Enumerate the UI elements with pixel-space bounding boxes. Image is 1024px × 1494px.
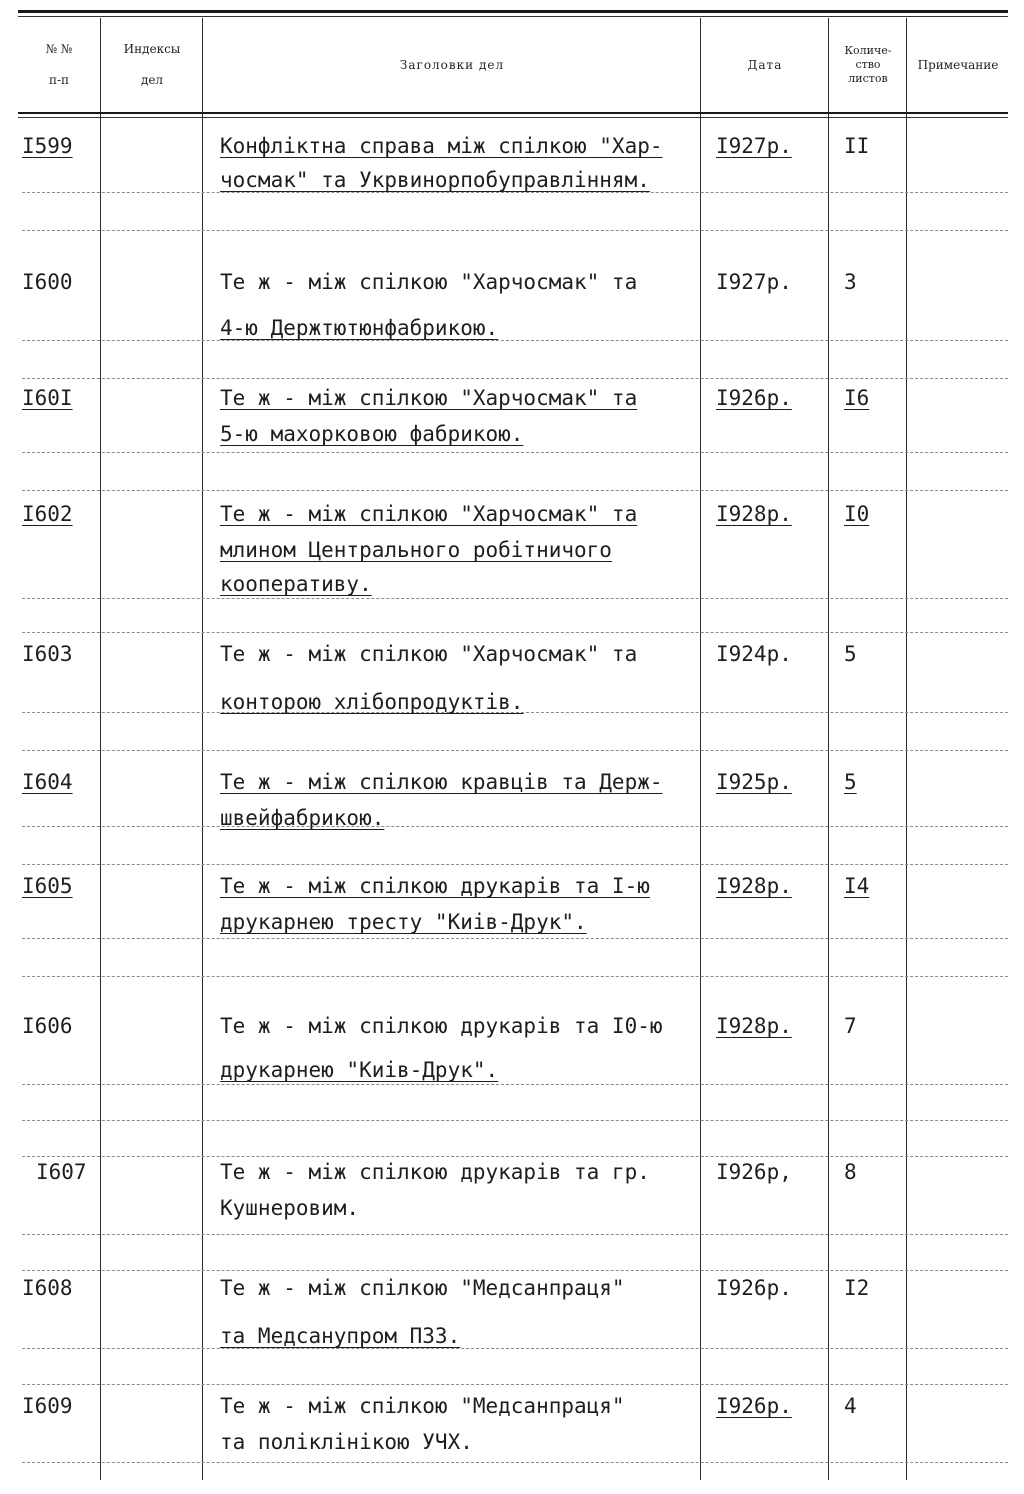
header-rule (18, 112, 1008, 114)
sheet-count: 5 (844, 642, 857, 666)
top-rule-thin (18, 16, 1008, 17)
header-num-label: № № (45, 42, 73, 56)
case-date: I928р. (716, 502, 792, 526)
row-guide (22, 1120, 1008, 1121)
header-count-line1: Количе- (844, 44, 892, 57)
row-guide (22, 632, 1008, 633)
header-notes (908, 18, 1008, 112)
case-date: I925р. (716, 770, 792, 794)
case-number: I602 (22, 502, 73, 526)
case-title-line1: Те ж - мiж спiлкою "Медсанпраця" (220, 1394, 625, 1418)
case-number: I606 (22, 1014, 73, 1038)
case-title-line1: Те ж - мiж спiлкою друкарiв та I-ю (220, 874, 650, 898)
row-guide (22, 750, 1008, 751)
case-date: I927р. (716, 270, 792, 294)
case-number: I603 (22, 642, 73, 666)
row-guide (22, 976, 1008, 977)
header-num-sub: п-п (48, 73, 70, 87)
header-num (18, 18, 100, 112)
column-rule-title (700, 18, 701, 1480)
case-number: I604 (22, 770, 73, 794)
row-guide (22, 1462, 1008, 1463)
case-title-line1: Конфлiктна справа мiж спiлкою "Хар- (220, 134, 663, 158)
row-guide (22, 1234, 1008, 1235)
sheet-count: I4 (844, 874, 870, 898)
sheet-count: 8 (844, 1160, 857, 1184)
case-title-line2: Кушнеровим. (220, 1196, 360, 1220)
row-guide (22, 230, 1008, 231)
case-title-line1: Те ж - мiж спiлкою друкарiв та гр. (220, 1160, 650, 1184)
top-rule (18, 10, 1008, 13)
case-title-line1: Те ж - мiж спiлкою "Харчосмак" та (220, 502, 638, 526)
header-index (102, 18, 202, 112)
header-titles (204, 18, 700, 112)
case-number: I608 (22, 1276, 73, 1300)
header-index-label: Индексы (123, 42, 181, 56)
case-title-line2: та Медсанупром ПЗЗ. (220, 1324, 461, 1348)
row-guide (22, 378, 1008, 379)
sheet-count: I2 (844, 1276, 870, 1300)
sheet-count: I6 (844, 386, 870, 410)
header-count-line2: ство (855, 58, 881, 71)
case-title-line1: Те ж - мiж спiлкою друкарiв та I0-ю (220, 1014, 663, 1038)
header-notes-label: Примечание (917, 57, 999, 72)
row-guide (22, 864, 1008, 865)
case-date: I928р. (716, 874, 792, 898)
case-date: I926р, (716, 1160, 792, 1184)
sheet-count: 4 (844, 1394, 857, 1418)
case-number: I609 (22, 1394, 73, 1418)
case-title-line1: Те ж - мiж спiлкою "Харчосмак" та (220, 386, 638, 410)
case-number: I599 (22, 134, 73, 158)
sheet-count: 7 (844, 1014, 857, 1038)
case-title-line1: Те ж - мiж спiлкою "Харчосмак" та (220, 642, 638, 666)
header-date (702, 18, 828, 112)
case-date: I926р. (716, 1394, 792, 1418)
case-title-line2: 5-ю махорковою фабрикою. (220, 422, 524, 446)
row-guide (22, 452, 1008, 453)
case-title-line2: та полiклiнiкою УЧХ. (220, 1430, 473, 1454)
case-number: I60I (22, 386, 73, 410)
case-date: I924р. (716, 642, 792, 666)
case-title-line1: Те ж - мiж спiлкою кравцiв та Держ- (220, 770, 663, 794)
column-rule-count (906, 18, 907, 1480)
header-index-sub: дел (140, 73, 164, 87)
case-title-line3: кооперативу. (220, 572, 372, 596)
header-date-label: Дата (747, 57, 783, 72)
case-date: I926р. (716, 1276, 792, 1300)
row-guide (22, 1384, 1008, 1385)
case-title-line1: Те ж - мiж спiлкою "Медсанпраця" (220, 1276, 625, 1300)
sheet-count: 3 (844, 270, 857, 294)
case-number: I600 (22, 270, 73, 294)
header-count-line3: листов (848, 72, 888, 85)
case-date: I926р. (716, 386, 792, 410)
case-title-line2: конторою хлiбопродуктiв. (220, 690, 524, 714)
sheet-count: I0 (844, 502, 870, 526)
column-rule-num (100, 18, 101, 1480)
case-title-line2: швейфабрикою. (220, 806, 385, 830)
case-title-line1: Те ж - мiж спiлкою "Харчосмак" та (220, 270, 638, 294)
header-count (830, 18, 906, 112)
column-rule-date (828, 18, 829, 1480)
case-title-line2: чосмак" та Укрвинорпобуправлiнням. (220, 168, 650, 192)
sheet-count: II (844, 134, 870, 158)
sheet-count: 5 (844, 770, 857, 794)
case-title-line2: 4-ю Держтютюнфабрикою. (220, 316, 499, 340)
case-title-line2: друкарнею тресту "Киiв-Друк". (220, 910, 587, 934)
case-date: I927р. (716, 134, 792, 158)
case-title-line2: друкарнею "Киiв-Друк". (220, 1058, 499, 1082)
case-title-line2: млином Центрального робiтничого (220, 538, 612, 562)
header-rule-thin (18, 117, 1008, 118)
case-number: I605 (22, 874, 73, 898)
column-rule-index (202, 18, 203, 1480)
header-titles-label: Заголовки дел (399, 57, 505, 72)
case-date: I928р. (716, 1014, 792, 1038)
row-guide (22, 490, 1008, 491)
case-number: I607 (36, 1160, 87, 1184)
